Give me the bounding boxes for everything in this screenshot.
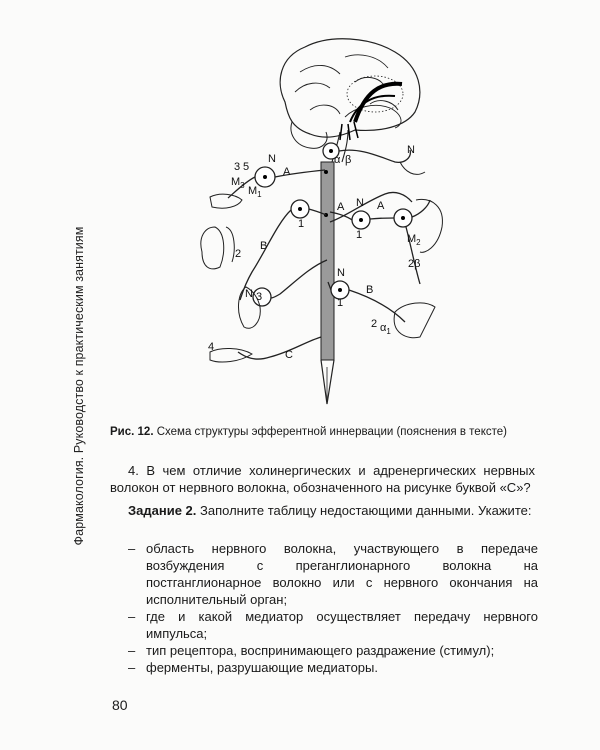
list-item: – тип рецептора, воспринимающего раздражение (стимул); bbox=[128, 643, 495, 658]
label-a2: A bbox=[337, 201, 345, 213]
list-item: – область нервного волокна, участвующего в передаче возбуждения с преганглионарного волокна на постганглионарное волокно или с нервного окончания на исполнительный орган; bbox=[128, 541, 538, 607]
task-2-text: Заполните таблицу недостающими данными. Укажите: bbox=[196, 503, 532, 518]
task-2-label: Задание 2. bbox=[128, 503, 197, 518]
task-2-list bbox=[128, 540, 538, 676]
label-a1: A bbox=[283, 166, 291, 178]
running-header: Фармакология. Руководство к практическим занятиям bbox=[72, 226, 86, 546]
num-3: 3 bbox=[234, 161, 241, 173]
list-item: – где и какой медиатор осуществляет передачу нервного импульса; bbox=[128, 609, 538, 641]
label-b2: B bbox=[366, 284, 374, 296]
num-2a: 2 bbox=[235, 248, 242, 260]
caption-text: Схема структуры эфферентной иннервации (пояснения в тексте) bbox=[153, 426, 507, 438]
num-1a: 1 bbox=[298, 218, 305, 230]
label-n-gland: N bbox=[245, 288, 253, 300]
task-2 bbox=[110, 502, 535, 519]
figure-efferent-innervation bbox=[180, 22, 480, 422]
label-n-mid: N bbox=[356, 197, 364, 209]
question-4: 4. В чем отличие холинергических и адренергических нервных волокон от нервного волокна, обозначенного на рисунке буквой «С»? bbox=[110, 463, 535, 495]
label-alpha1: $\alpha_1$ bbox=[380, 322, 391, 336]
num-1c: 1 bbox=[337, 297, 344, 309]
list-item: – ферменты, разрушающие медиаторы. bbox=[128, 660, 378, 675]
num-1b: 1 bbox=[356, 229, 363, 241]
label-alpha: α bbox=[334, 154, 341, 166]
num-4: 4 bbox=[208, 341, 215, 353]
label-c: C bbox=[285, 349, 293, 361]
num-3b: 3 bbox=[256, 291, 263, 303]
figure-caption bbox=[110, 425, 550, 439]
label-b1: B bbox=[260, 240, 268, 252]
label-n-left: N bbox=[268, 153, 276, 165]
label-m3: $M_3$ bbox=[231, 176, 245, 190]
label-m2: $M_2$ bbox=[407, 233, 421, 247]
caption-label: Рис. 12. bbox=[110, 426, 154, 438]
brain-illustration bbox=[280, 39, 420, 162]
num-5: 5 bbox=[243, 161, 250, 173]
label-n-top: N bbox=[407, 144, 415, 156]
label-n-low: N bbox=[337, 267, 345, 279]
page-number: 80 bbox=[112, 697, 128, 713]
innervation-diagram bbox=[180, 22, 480, 422]
label-m1: $M_1$ bbox=[248, 185, 262, 199]
label-a3: A bbox=[377, 200, 385, 212]
num-2b: 2 bbox=[371, 318, 378, 330]
label-beta1: β bbox=[345, 154, 352, 166]
label-beta2: 2β bbox=[408, 258, 421, 270]
spinal-cord bbox=[321, 162, 334, 360]
